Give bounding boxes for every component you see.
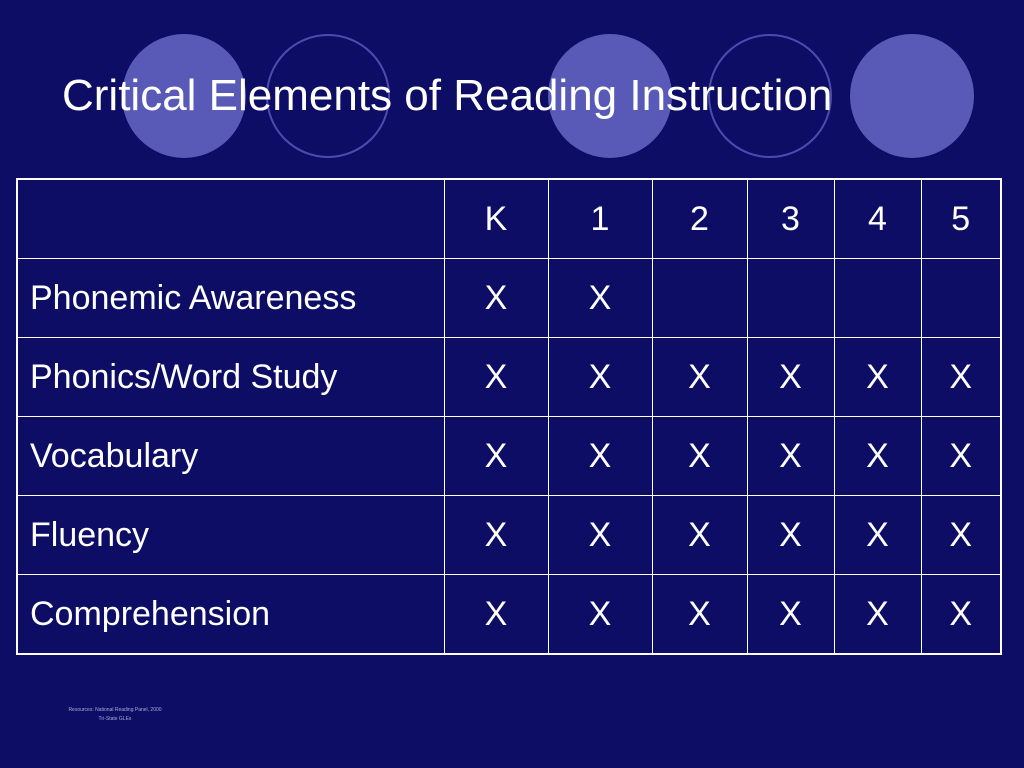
row-label: Fluency (17, 496, 444, 575)
header-grade-4: 4 (834, 179, 921, 259)
table-cell: X (548, 259, 652, 338)
table-cell: X (747, 575, 834, 655)
table-cell: X (921, 496, 1001, 575)
table-cell: X (444, 417, 548, 496)
table-cell: X (548, 417, 652, 496)
table-cell (921, 259, 1001, 338)
table-cell: X (652, 575, 747, 655)
table-row (17, 259, 1001, 338)
row-label: Phonics/Word Study (17, 338, 444, 417)
decorative-circle-filled (850, 34, 974, 158)
table-cell: X (747, 338, 834, 417)
row-label: Phonemic Awareness (17, 259, 444, 338)
header-grade-2: 2 (652, 179, 747, 259)
table-cell: X (747, 417, 834, 496)
header-grade-3: 3 (747, 179, 834, 259)
row-label: Comprehension (17, 575, 444, 655)
table-cell: X (652, 338, 747, 417)
table-row (17, 417, 1001, 496)
table-cell: X (834, 496, 921, 575)
table-cell: X (548, 338, 652, 417)
table-row (17, 496, 1001, 575)
table-cell: X (548, 496, 652, 575)
table-cell: X (444, 496, 548, 575)
table-cell (834, 259, 921, 338)
slide-title: Critical Elements of Reading Instruction (62, 71, 833, 120)
table-cell (747, 259, 834, 338)
table-header-row (17, 179, 1001, 259)
table-cell: X (652, 496, 747, 575)
table-cell: X (747, 496, 834, 575)
row-label: Vocabulary (17, 417, 444, 496)
table-cell: X (834, 417, 921, 496)
table-cell: X (444, 338, 548, 417)
table-cell: X (444, 575, 548, 655)
source-footnote (60, 706, 170, 724)
table-cell: X (652, 417, 747, 496)
table-row (17, 338, 1001, 417)
table-cell: X (834, 575, 921, 655)
table-cell: X (921, 417, 1001, 496)
header-grade-5: 5 (921, 179, 1001, 259)
table-cell: X (921, 575, 1001, 655)
table-cell: X (444, 259, 548, 338)
footnote-line: Resources: National Reading Panel, 2000 (68, 707, 162, 713)
table-row (17, 575, 1001, 655)
header-grade-1: 1 (548, 179, 652, 259)
grade-elements-table (16, 178, 1002, 655)
table-cell: X (921, 338, 1001, 417)
footnote-line: Tri-State GLEs (98, 716, 132, 722)
header-grade-k: K (444, 179, 548, 259)
table-cell: X (548, 575, 652, 655)
header-corner-cell (17, 179, 444, 259)
table-cell: X (834, 338, 921, 417)
table-cell (652, 259, 747, 338)
